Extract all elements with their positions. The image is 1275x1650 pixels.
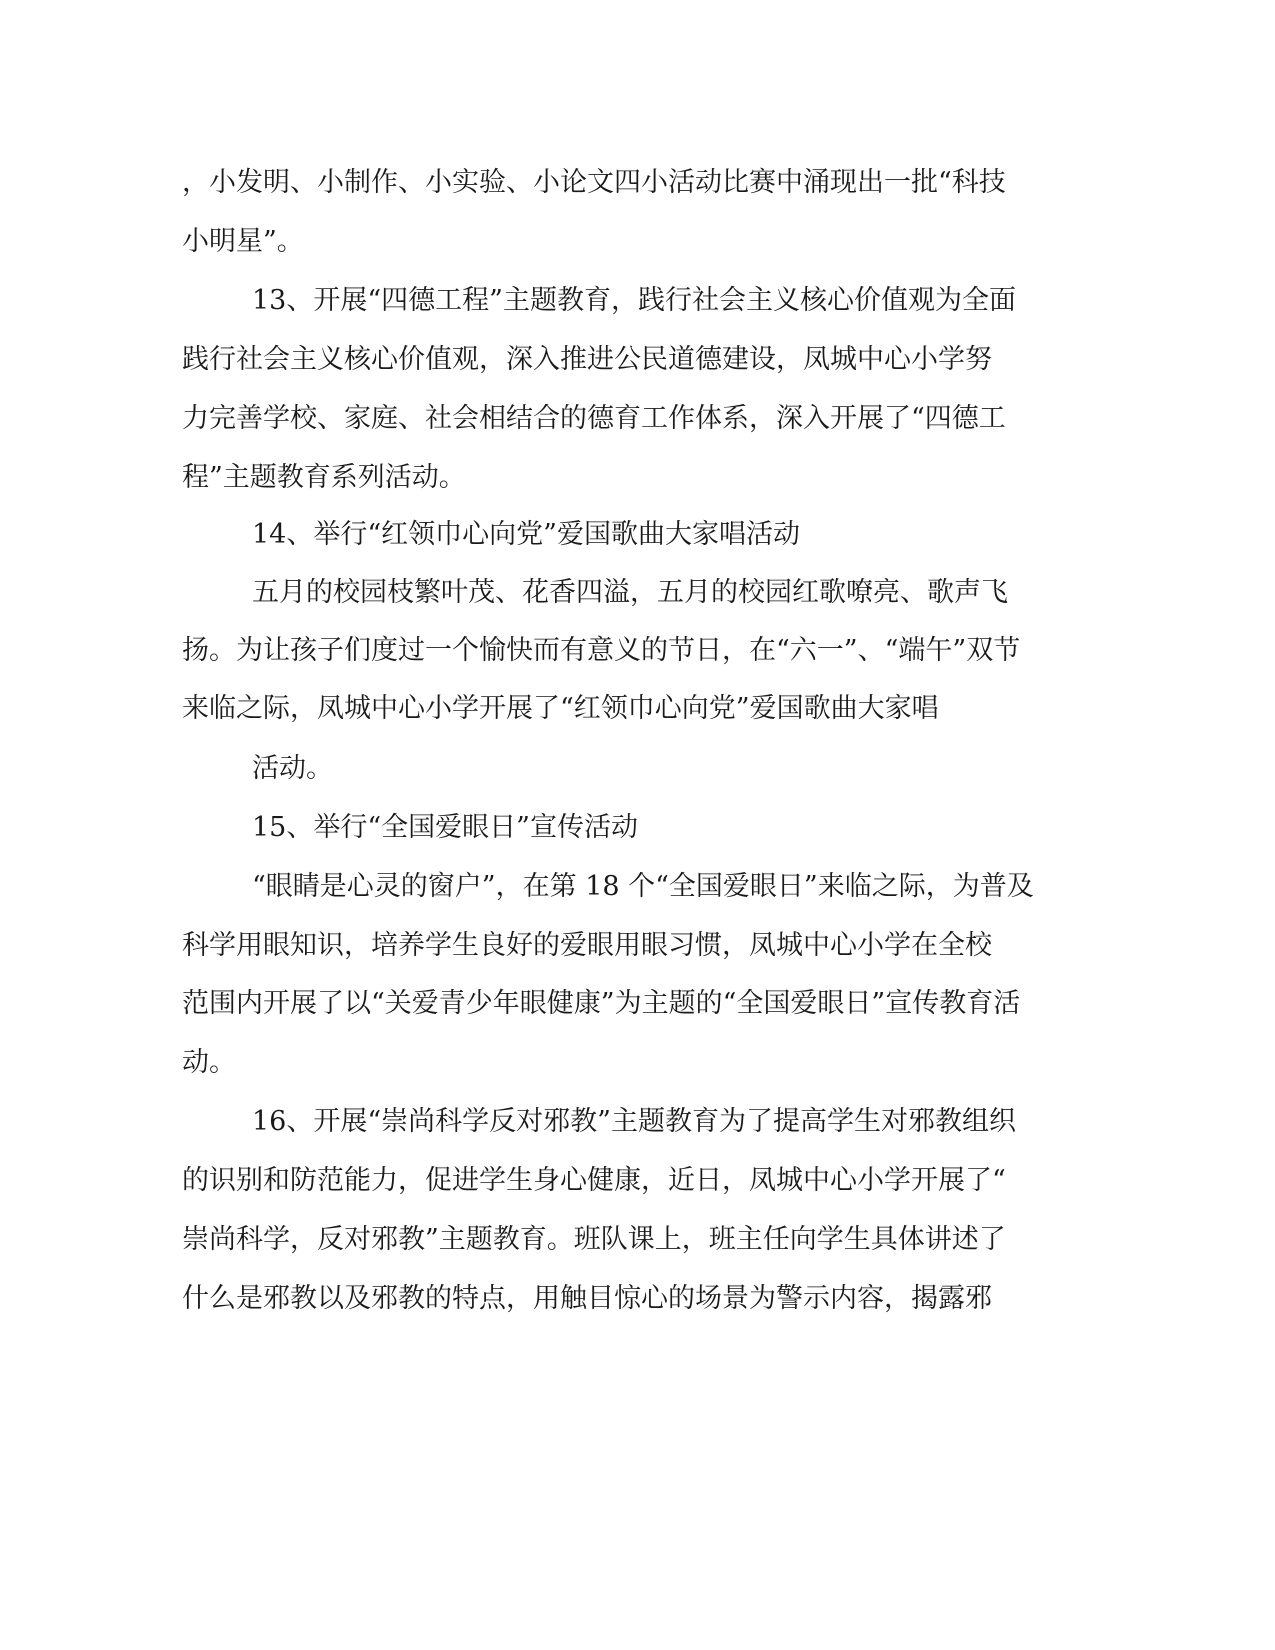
text-line: ，小发明、小制作、小实验、小论文四小活动比赛中涌现出一批“科技 <box>182 167 1006 198</box>
text-line: 崇尚科学，反对邪教”主题教育。班队课上，班主任向学生具体讲述了 <box>182 1224 1006 1255</box>
text-line: 科学用眼知识，培养学生良好的爱眼用眼习惯，凤城中心小学在全校 <box>182 930 992 961</box>
section-heading-14: 14、举行“红领巾心向党”爱国歌曲大家唱活动 <box>252 519 800 550</box>
section-heading-15: 15、举行“全国爱眼日”宣传活动 <box>252 812 638 843</box>
text-line: 的识别和防范能力，促进学生身心健康，近日，凤城中心小学开展了“ <box>182 1165 1006 1196</box>
text-line: 来临之际，凤城中心小学开展了“红领巾心向党”爱国歌曲大家唱 <box>182 693 939 724</box>
text-line: 力完善学校、家庭、社会相结合的德育工作体系，深入开展了“四德工 <box>182 403 1006 434</box>
text-line: 小明星”。 <box>182 226 304 257</box>
text-line: 活动。 <box>252 753 333 784</box>
text-line: 程”主题教育系列活动。 <box>182 462 466 493</box>
text-line: 范围内开展了以“关爱青少年眼健康”为主题的“全国爱眼日”宣传教育活 <box>182 988 1021 1019</box>
text-line: 动。 <box>182 1047 236 1078</box>
text-line: 什么是邪教以及邪教的特点，用触目惊心的场景为警示内容，揭露邪 <box>182 1283 992 1314</box>
text-line: “眼睛是心灵的窗户”，在第 18 个“全国爱眼日”来临之际，为普及 <box>252 871 1034 902</box>
section-heading-13: 13、开展“四德工程”主题教育，践行社会主义核心价值观为全面 <box>252 285 1016 316</box>
text-line: 扬。为让孩子们度过一个愉快而有意义的节日，在“六一”、“端午”双节 <box>182 635 1021 666</box>
section-heading-16: 16、开展“崇尚科学反对邪教”主题教育为了提高学生对邪教组织 <box>252 1106 1016 1137</box>
text-line: 五月的校园枝繁叶茂、花香四溢，五月的校园红歌嘹亮、歌声飞 <box>252 577 1008 608</box>
text-line: 践行社会主义核心价值观，深入推进公民道德建设，凤城中心小学努 <box>182 344 992 375</box>
